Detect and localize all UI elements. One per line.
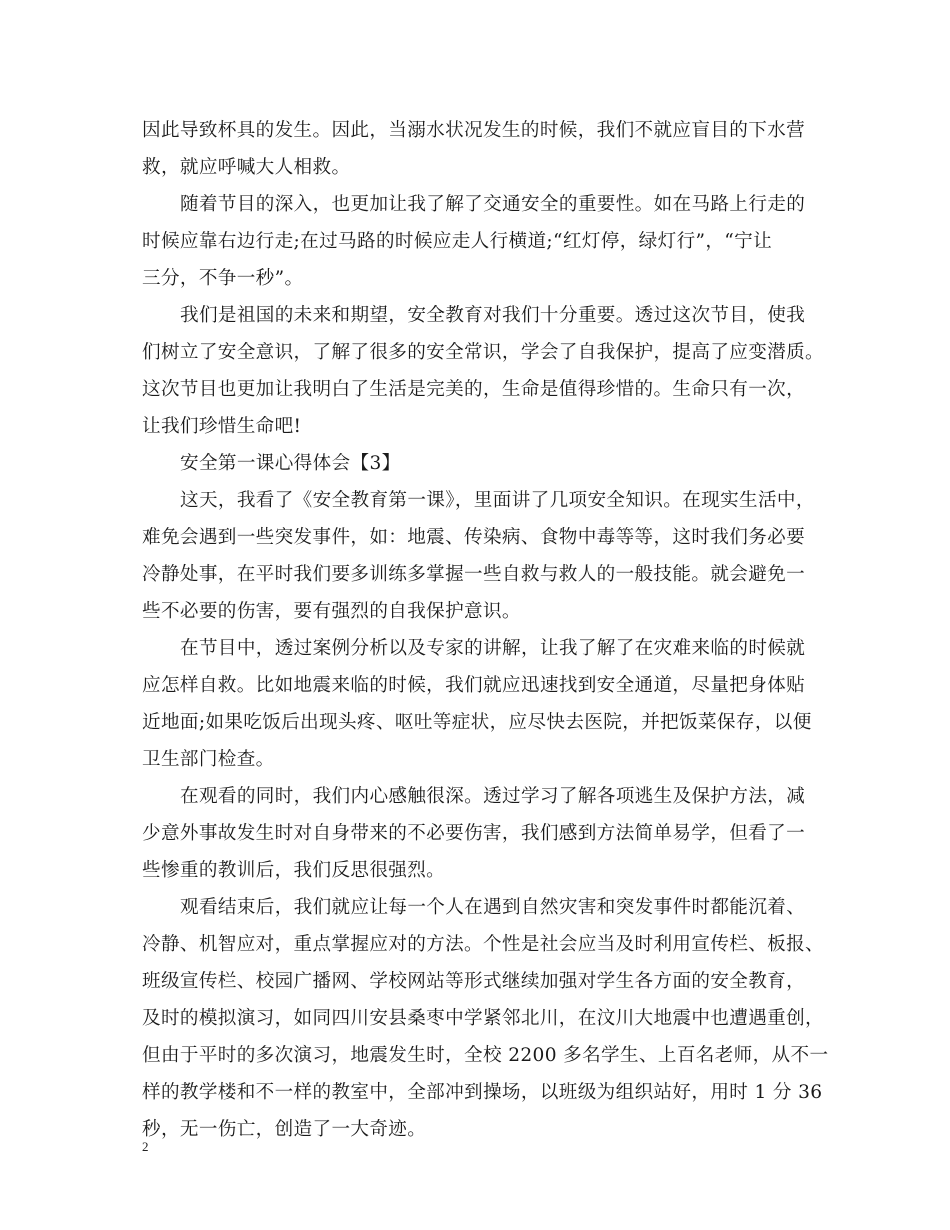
text-line: 难免会遇到一些突发事件，如：地震、传染病、食物中毒等等，这时我们务必要 [142, 527, 806, 548]
text-line: 样的教学楼和不一样的教室中，全部冲到操场，以班级为组织站好，用时 1 分 36 [142, 1082, 823, 1103]
text-line: 冷静、机智应对，重点掌握应对的方法。个性是社会应当及时利用宣传栏、板报、 [142, 934, 824, 955]
page-number: 2 [142, 1139, 149, 1154]
text-line: 安全第一课心得体会【3】 [180, 453, 401, 474]
text-line: 让我们珍惜生命吧! [142, 416, 302, 437]
text-line: 及时的模拟演习，如同四川安县桑枣中学紧邻北川，在汶川大地震中也遭遇重创， [142, 1008, 824, 1029]
text-line: 卫生部门检查。 [142, 749, 275, 770]
document-body [142, 112, 829, 1148]
text-line: 救，就应呼喊大人相救。 [142, 157, 351, 178]
text-line: 班级宣传栏、校园广播网、学校网站等形式继续加强对学生各方面的安全教育， [142, 971, 806, 992]
text-line: 些惨重的教训后，我们反思很强烈。 [142, 860, 446, 881]
text-line: 这天，我看了《安全教育第一课》，里面讲了几项安全知识。在现实生活中， [180, 490, 815, 511]
text-line: 但由于平时的多次演习，地震发生时，全校 2200 多名学生、上百名老师，从不一 [142, 1045, 829, 1066]
text-line: 秒，无一伤亡，创造了一大奇迹。 [142, 1119, 427, 1140]
text-line: 这次节目也更加让我明白了生活是完美的，生命是值得珍惜的。生命只有一次， [142, 379, 806, 400]
text-line: 们树立了安全意识，了解了很多的安全常识，学会了自我保护，提高了应变潜质。 [142, 342, 824, 363]
text-line: 观看结束后，我们就应让每一个人在遇到自然灾害和突发事件时都能沉着、 [180, 897, 806, 918]
text-line: 在节目中，透过案例分析以及专家的讲解，让我了解了在灾难来临的时候就 [180, 638, 806, 659]
text-line: 少意外事故发生时对自身带来的不必要伤害，我们感到方法简单易学，但看了一 [142, 823, 806, 844]
text-line: 三分，不争一秒”。 [142, 268, 304, 289]
text-line: 在观看的同时，我们内心感触很深。透过学习了解各项逃生及保护方法，减 [180, 786, 806, 807]
text-line: 因此导致杯具的发生。因此，当溺水状况发生的时候，我们不就应盲目的下水营 [142, 120, 806, 141]
text-line: 近地面;如果吃饭后出现头疼、呕吐等症状，应尽快去医院，并把饭菜保存，以便 [142, 712, 812, 733]
text-line: 随着节目的深入，也更加让我了解了交通安全的重要性。如在马路上行走的 [180, 194, 806, 215]
text-line: 冷静处事，在平时我们要多训练多掌握一些自救与救人的一般技能。就会避免一 [142, 564, 806, 585]
text-line: 我们是祖国的未来和期望，安全教育对我们十分重要。透过这次节目，使我 [180, 305, 806, 326]
text-line: 些不必要的伤害，要有强烈的自我保护意识。 [142, 601, 521, 622]
text-line: 应怎样自救。比如地震来临的时候，我们就应迅速找到安全通道，尽量把身体贴 [142, 675, 806, 696]
text-line: 时候应靠右边行走;在过马路的时候应走人行横道;“红灯停，绿灯行”，“宁让 [142, 231, 773, 252]
